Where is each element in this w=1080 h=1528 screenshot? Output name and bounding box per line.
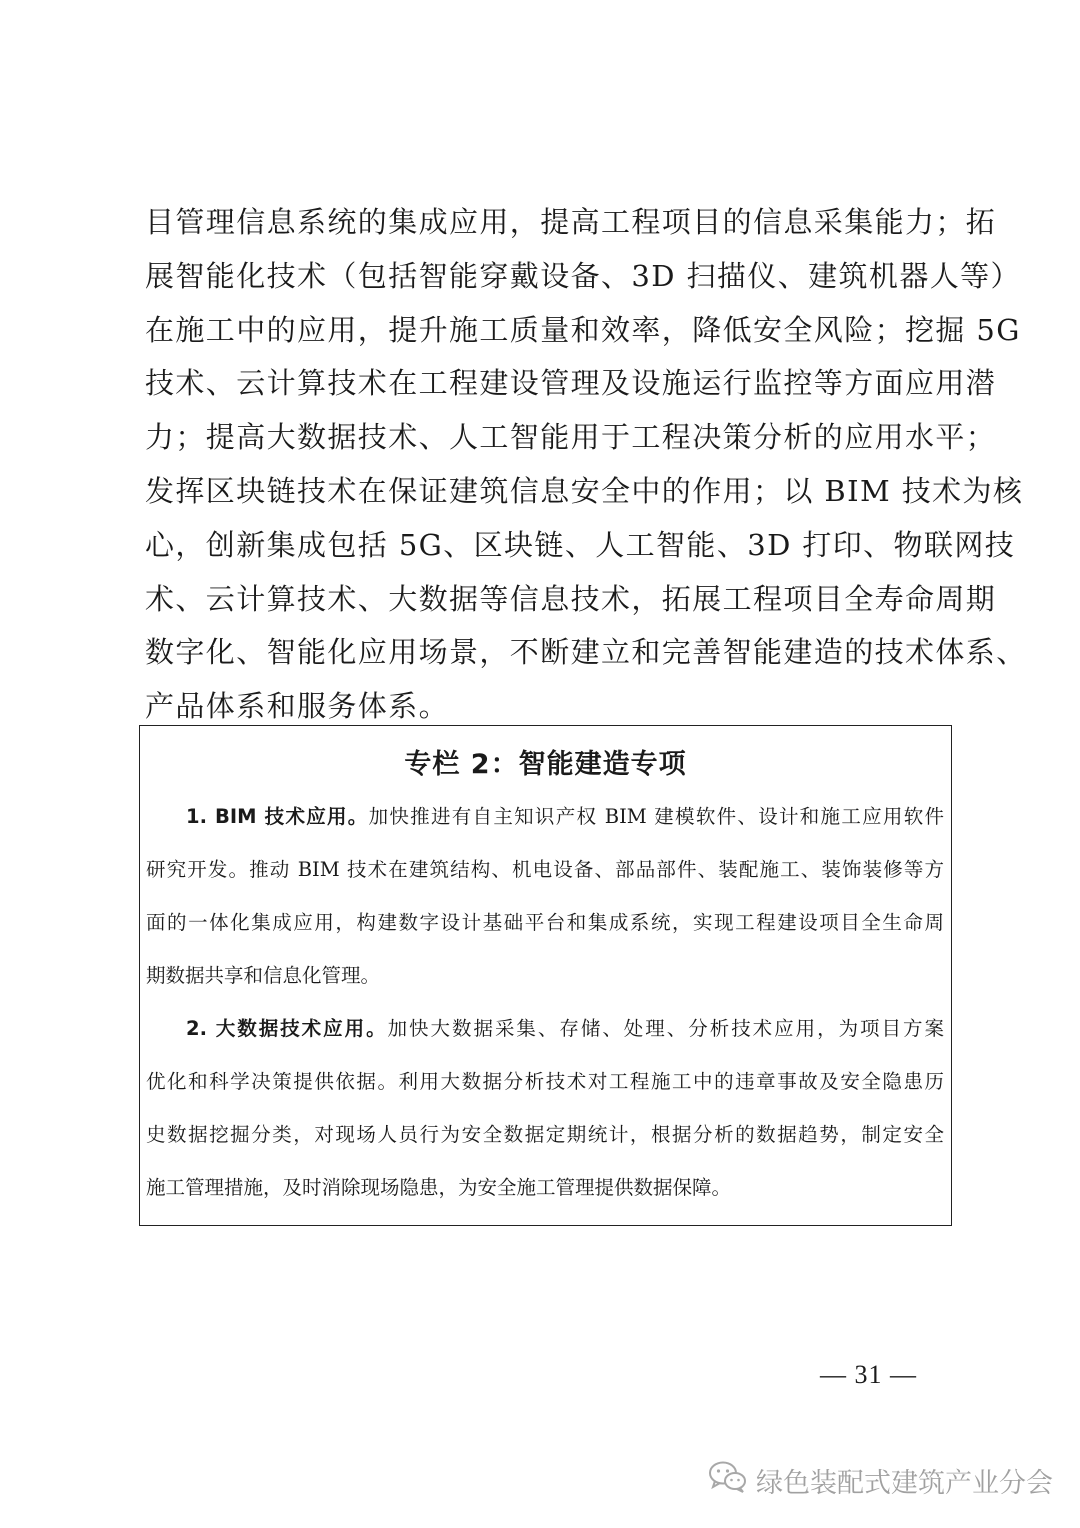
wechat-icon [708,1460,756,1501]
item-1-line: 期数据共享和信息化管理。 [146,964,381,987]
column-box-body [146,790,944,1214]
body-paragraph [145,196,1027,734]
item-1-line: 研究开发。推动 BIM 技术在建筑结构、机电设备、部品部件、装配施工、装饰装修等方 [146,858,944,881]
item-2-line [146,1002,944,1055]
body-line: 力；提高大数据技术、人工智能用于工程决策分析的应用水平； [145,420,997,455]
column-box [139,725,952,1226]
item-1-line: 面的一体化集成应用，构建数字设计基础平台和集成系统，实现工程建设项目全生命周 [146,911,944,934]
item-2-text: 加快大数据采集、存储、处理、分析技术应用，为项目方案 [387,1017,944,1040]
body-line: 术、云计算技术、大数据等信息技术，拓展工程项目全寿命周期 [145,581,997,616]
item-2-line: 施工管理措施，及时消除现场隐患，为安全施工管理提供数据保障。 [146,1176,732,1199]
item-1-heading: 1. BIM 技术应用。 [186,805,369,828]
body-line: 数字化、智能化应用场景，不断建立和完善智能建造的技术体系、 [145,635,1027,670]
body-line: 发挥区块链技术在保证建筑信息安全中的作用；以 BIM 技术为核 [145,473,1024,508]
column-box-title: 专栏 2：智能建造专项 [404,749,687,780]
body-line: 在施工中的应用，提升施工质量和效率，降低安全风险；挖掘 5G [145,312,1021,347]
item-2-line: 史数据挖掘分类，对现场人员行为安全数据定期统计，根据分析的数据趋势，制定安全 [146,1123,944,1146]
page-number: — 31 — [820,1360,917,1389]
item-2-heading: 2. 大数据技术应用。 [186,1017,388,1040]
item-1-line [146,790,944,843]
watermark-text: 绿色装配式建筑产业分会 [756,1467,1053,1499]
body-line: 展智能化技术（包括智能穿戴设备、3D 扫描仪、建筑机器人等） [145,258,1021,293]
item-1-text: 加快推进有自主知识产权 BIM 建模软件、设计和施工应用软件 [368,805,945,828]
body-line: 技术、云计算技术在工程建设管理及设施运行监控等方面应用潜 [145,366,997,401]
item-2-line: 优化和科学决策提供依据。利用大数据分析技术对工程施工中的违章事故及安全隐患历 [146,1070,944,1093]
body-line: 目管理信息系统的集成应用，提高工程项目的信息采集能力；拓 [145,205,997,239]
body-line: 心，创新集成包括 5G、区块链、人工智能、3D 打印、物联网技 [145,527,1016,562]
watermark [708,1460,1053,1500]
body-line: 产品体系和服务体系。 [145,689,450,724]
